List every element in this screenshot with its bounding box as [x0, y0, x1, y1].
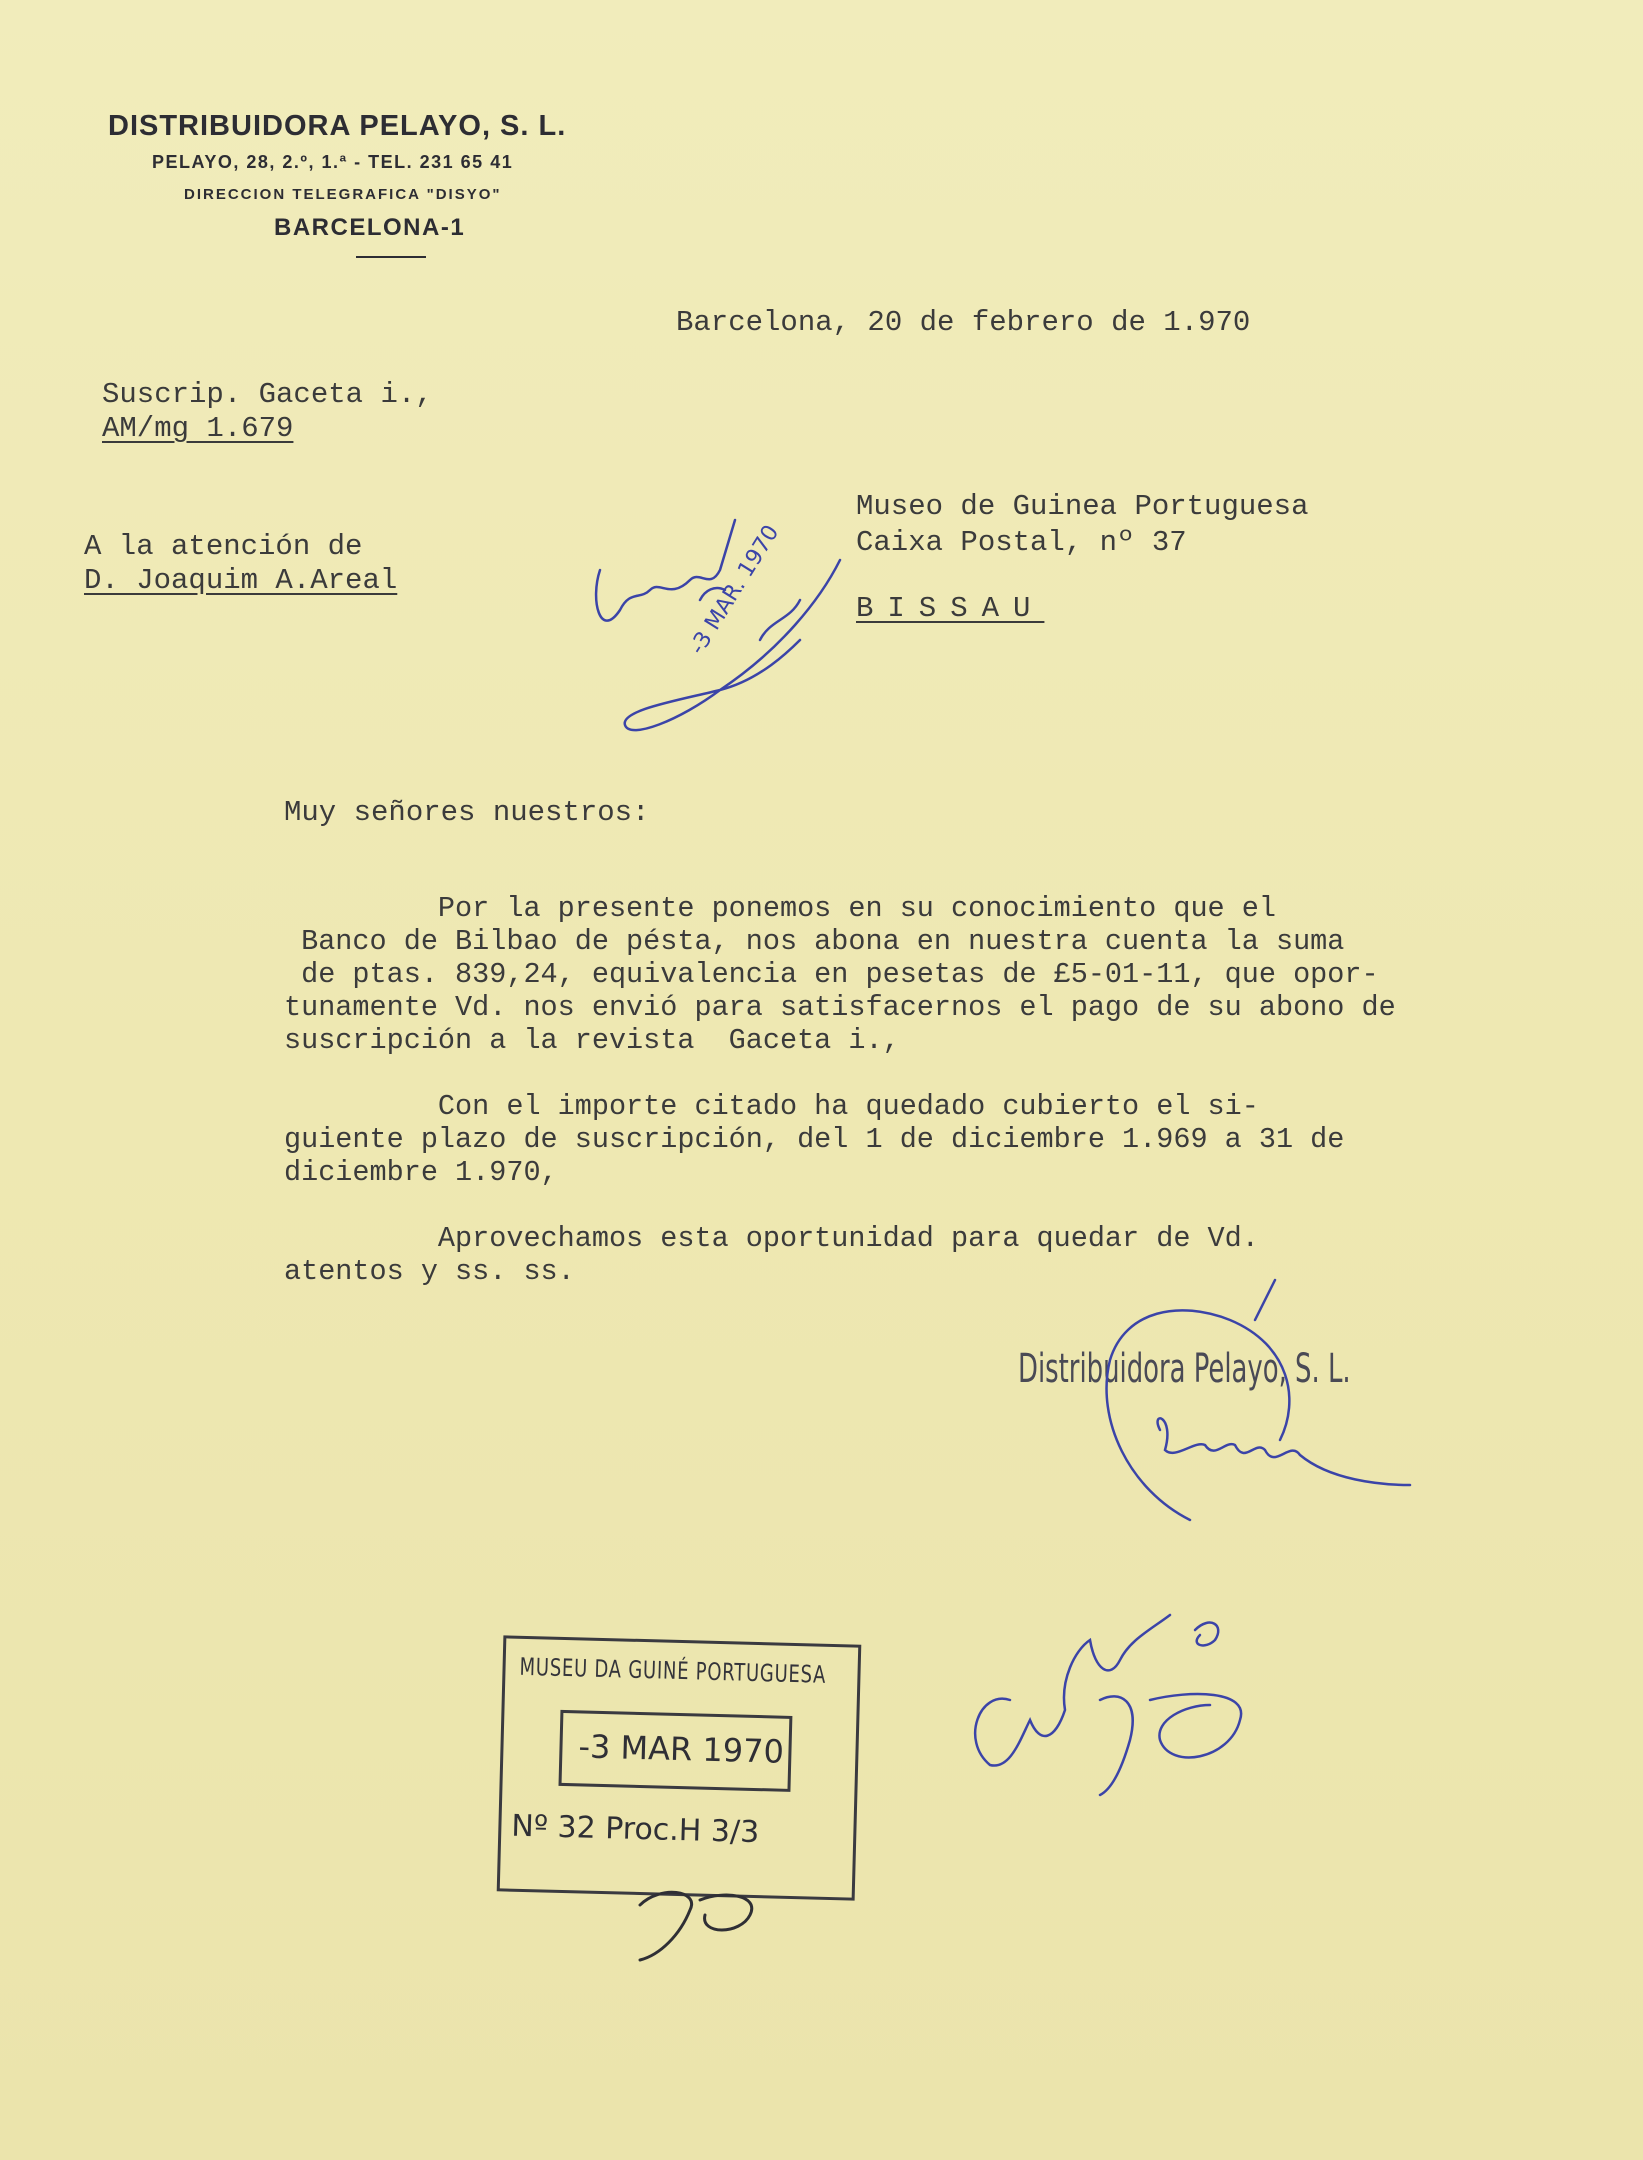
signature-circle [1107, 1310, 1290, 1520]
salutation: Muy señores nuestros: [284, 796, 650, 829]
archive-handwriting [975, 1615, 1170, 1766]
attention-line-2: D. Joaquim A.Areal [84, 564, 398, 597]
recipient-line-2: Caixa Postal, nº 37 [856, 526, 1187, 559]
recipient-city: BISSAU [856, 592, 1045, 625]
letterhead-address: PELAYO, 28, 2.º, 1.ª - TEL. 231 65 41 [152, 152, 514, 172]
body-paragraph-2: Con el importe citado ha quedado cubierto el si- guiente plazo de suscripción, del 1 de diciembre 1.969 a 31 de diciembre 1.970, [284, 1090, 1345, 1189]
body-paragraph-3: Aprovechamos esta oportunidad para quedar de Vd. atentos y ss. ss. [284, 1222, 1259, 1288]
museum-stamp-title: MUSEU DA GUINÉ PORTUGUESA [519, 1652, 827, 1689]
letterhead-telegraph: DIRECCION TELEGRAFICA "DISYO" [184, 186, 502, 203]
museum-stamp-date: -3 MAR 1970 [578, 1727, 785, 1771]
stamp-handwritten-70 [640, 1892, 752, 1960]
body-paragraph-1: Por la presente ponemos en su conocimiento que el Banco de Bilbao de pésta, nos abona en nuestra cuenta la suma de ptas. 839,24, equivalencia en pesetas de £5-01-11, que opor- tunamente Vd. nos envió para satisfacernos el pago de su abono de suscripción a la revista Gaceta i., [284, 892, 1396, 1057]
reference-line-1: Suscrip. Gaceta i., [102, 378, 433, 411]
attention-line-1: A la atención de [84, 530, 363, 563]
received-stamp-date: -3 MAR. 1970 [684, 520, 785, 660]
date-line: Barcelona, 20 de febrero de 1.970 [676, 306, 1251, 339]
letterhead-city: BARCELONA-1 [274, 214, 466, 241]
recipient-line-1: Museo de Guinea Portuguesa [856, 490, 1309, 523]
letterhead-company: DISTRIBUIDORA PELAYO, S. L. [108, 110, 567, 142]
museum-stamp-number: Nº 32 Proc.H 3/3 [510, 1808, 760, 1851]
reference-line-2: AM/mg 1.679 [102, 412, 294, 445]
signature-company-stamp: Distribuidora Pelayo, S. L. [1018, 1346, 1351, 1392]
